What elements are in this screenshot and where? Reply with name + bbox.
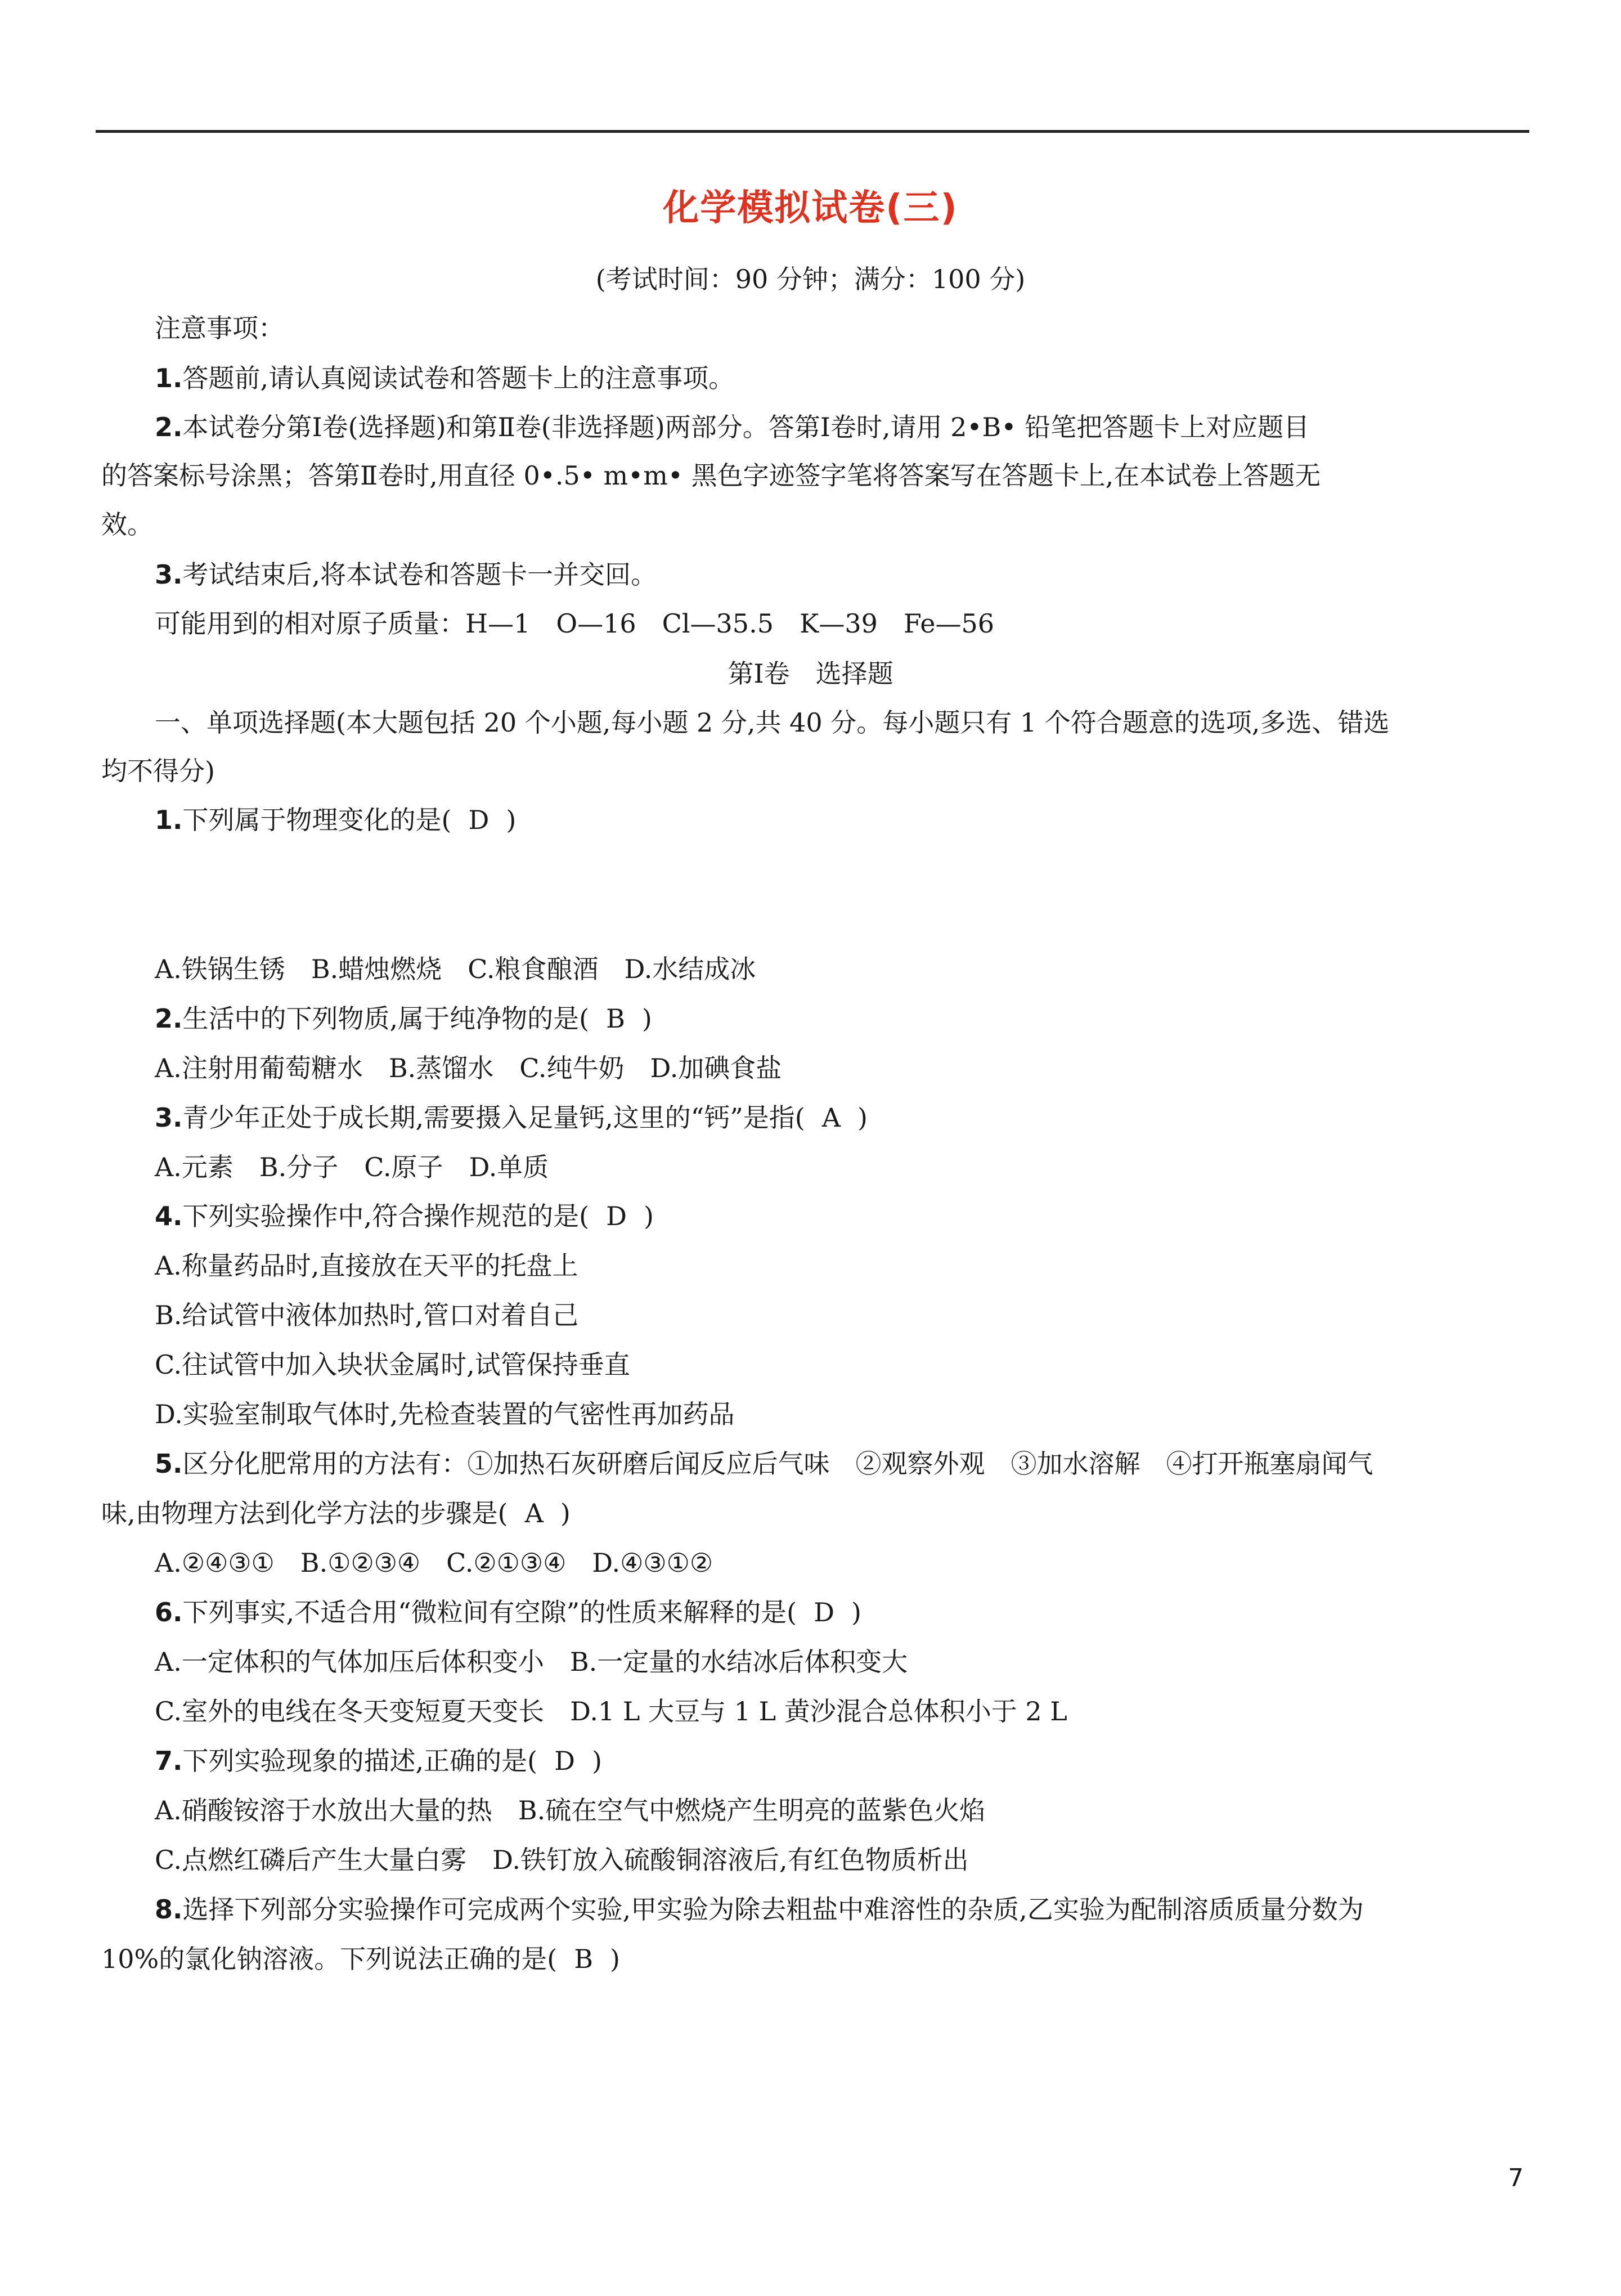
notice-item-2-end: 效。 [101, 509, 153, 540]
question-1-options: A.铁锅生锈 B.蜡烛燃烧 C.粮食酿酒 D.水结成冰 [155, 954, 756, 984]
question-6-options-cd: C.室外的电线在冬天变短夏天变长 D.1 L 大豆与 1 L 黄沙混合总体积小于 2 L [155, 1696, 1067, 1727]
notice-item-1: 1.答题前,请认真阅读试卷和答题卡上的注意事项。 [155, 363, 735, 393]
answer-8: B [574, 1944, 594, 1974]
question-2: 2.生活中的下列物质,属于纯净物的是( B ) [155, 1003, 652, 1034]
question-4-option-b: B.给试管中液体加热时,管口对着自己 [155, 1300, 579, 1330]
answer-3: A [821, 1102, 841, 1133]
section-title: 第Ⅰ卷 选择题 [728, 658, 893, 689]
question-4-option-a: A.称量药品时,直接放在天平的托盘上 [155, 1250, 578, 1281]
question-7-options-cd: C.点燃红磷后产生大量白雾 D.铁钉放入硫酸铜溶液后,有红色物质析出 [155, 1845, 969, 1875]
exam-info: (考试时间：90 分钟；满分：100 分) [595, 264, 1026, 294]
question-1: 1.下列属于物理变化的是( D ) [155, 805, 517, 835]
atomic-mass: 可能用到的相对原子质量：H—1 O—16 Cl—35.5 K—39 Fe—56 [155, 608, 995, 639]
answer-2: B [606, 1003, 625, 1034]
question-5-cont: 味,由物理方法到化学方法的步骤是( A ) [101, 1498, 571, 1528]
section-instruction: 一、单项选择题(本大题包括 20 个小题,每小题 2 分,共 40 分。每小题只有 1 个符合题意的选项,多选、错选 [155, 707, 1390, 738]
notice-item-2-cont: 的答案标号涂黑；答第Ⅱ卷时,用直径 0•.5• m•m• 黑色字迹签字笔将答案写在答题卡上,在本试卷上答题无 [101, 460, 1321, 491]
section-instruction-cont: 均不得分) [101, 756, 215, 786]
header-rule [96, 130, 1529, 133]
question-3-options: A.元素 B.分子 C.原子 D.单质 [155, 1152, 549, 1182]
answer-6: D [814, 1597, 834, 1627]
question-2-options: A.注射用葡萄糖水 B.蒸馏水 C.纯牛奶 D.加碘食盐 [155, 1053, 782, 1083]
answer-7: D [554, 1746, 575, 1776]
answer-4: D [606, 1201, 627, 1231]
page-title: 化学模拟试卷(三) [663, 187, 958, 229]
question-7: 7.下列实验现象的描述,正确的是( D ) [155, 1746, 602, 1776]
page-number: 7 [1508, 2164, 1524, 2192]
question-3: 3.青少年正处于成长期,需要摄入足量钙,这里的“钙”是指( A ) [155, 1102, 868, 1133]
question-6-options-ab: A.一定体积的气体加压后体积变小 B.一定量的水结冰后体积变大 [155, 1647, 908, 1677]
question-5-options: A.②④③① B.①②③④ C.②①③④ D.④③①② [155, 1548, 713, 1578]
notice-item-3: 3.考试结束后,将本试卷和答题卡一并交回。 [155, 559, 657, 590]
question-4-option-d: D.实验室制取气体时,先检查装置的气密性再加药品 [155, 1399, 735, 1429]
notice-item-2: 2.本试卷分第Ⅰ卷(选择题)和第Ⅱ卷(非选择题)两部分。答第Ⅰ卷时,请用 2•B• 铅笔把答题卡上对应题目 [155, 412, 1310, 442]
answer-1: D [468, 805, 490, 835]
question-5: 5.区分化肥常用的方法有：①加热石灰研磨后闻反应后气味 ②观察外观 ③加水溶解 ④打开瓶塞扇闻气 [155, 1449, 1373, 1479]
question-8-cont: 10%的氯化钠溶液。下列说法正确的是( B ) [101, 1944, 620, 1974]
question-8: 8.选择下列部分实验操作可完成两个实验,甲实验为除去粗盐中难溶性的杂质,乙实验为配制溶质质量分数为 [155, 1894, 1364, 1925]
notice-heading: 注意事项： [155, 313, 284, 343]
question-4-option-c: C.往试管中加入块状金属时,试管保持垂直 [155, 1349, 630, 1380]
question-7-options-ab: A.硝酸铵溶于水放出大量的热 B.硫在空气中燃烧产生明亮的蓝紫色火焰 [155, 1795, 986, 1826]
question-6: 6.下列事实,不适合用“微粒间有空隙”的性质来解释的是( D ) [155, 1597, 861, 1627]
question-4: 4.下列实验操作中,符合操作规范的是( D ) [155, 1201, 654, 1231]
answer-5: A [524, 1498, 544, 1528]
